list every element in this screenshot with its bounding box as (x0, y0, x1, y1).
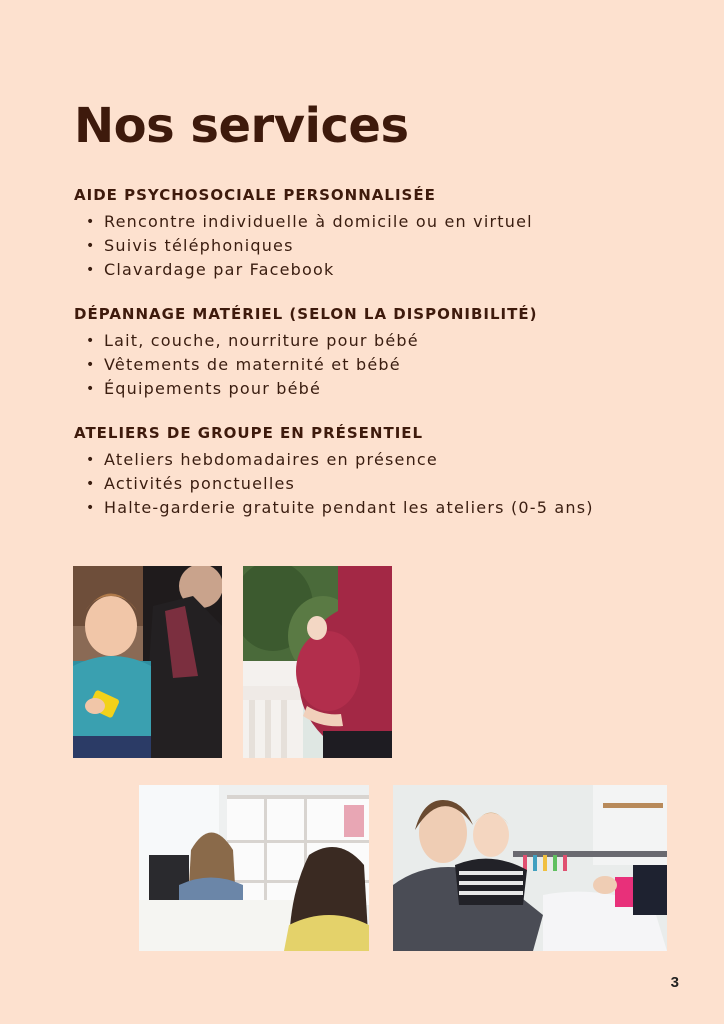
list-item: • Ateliers hebdomadaires en présence (104, 448, 594, 472)
bullet-list (74, 329, 537, 401)
list-item: • Rencontre individuelle à domicile ou en virtuel (104, 210, 533, 234)
page-number: 3 (670, 974, 679, 991)
photo-mother-baby-clothes (393, 785, 667, 951)
list-item: • Clavardage par Facebook (104, 258, 533, 282)
list-item: • Équipements pour bébé (104, 377, 537, 401)
bullet-list (74, 448, 594, 520)
list-item: • Activités ponctuelles (104, 472, 594, 496)
list-item: • Suivis téléphoniques (104, 234, 533, 258)
bullet-list (74, 210, 533, 282)
section-heading: DÉPANNAGE MATÉRIEL (SELON LA DISPONIBILITÉ) (74, 305, 538, 323)
section-aide-psychosociale (74, 186, 533, 282)
page-title: Nos services (74, 98, 409, 154)
section-heading: ATELIERS DE GROUPE EN PRÉSENTIEL (74, 424, 424, 442)
photo-pregnant-woman (243, 566, 392, 758)
list-item: • Lait, couche, nourriture pour bébé (104, 329, 537, 353)
photo-office-meeting (139, 785, 369, 951)
list-item: • Halte-garderie gratuite pendant les ateliers (0-5 ans) (104, 496, 594, 520)
section-depannage-materiel (74, 305, 537, 401)
section-heading: AIDE PSYCHOSOCIALE PERSONNALISÉE (74, 186, 436, 204)
section-ateliers-groupe (74, 424, 594, 520)
list-item: • Vêtements de maternité et bébé (104, 353, 537, 377)
photo-toddler-with-parent (73, 566, 222, 758)
